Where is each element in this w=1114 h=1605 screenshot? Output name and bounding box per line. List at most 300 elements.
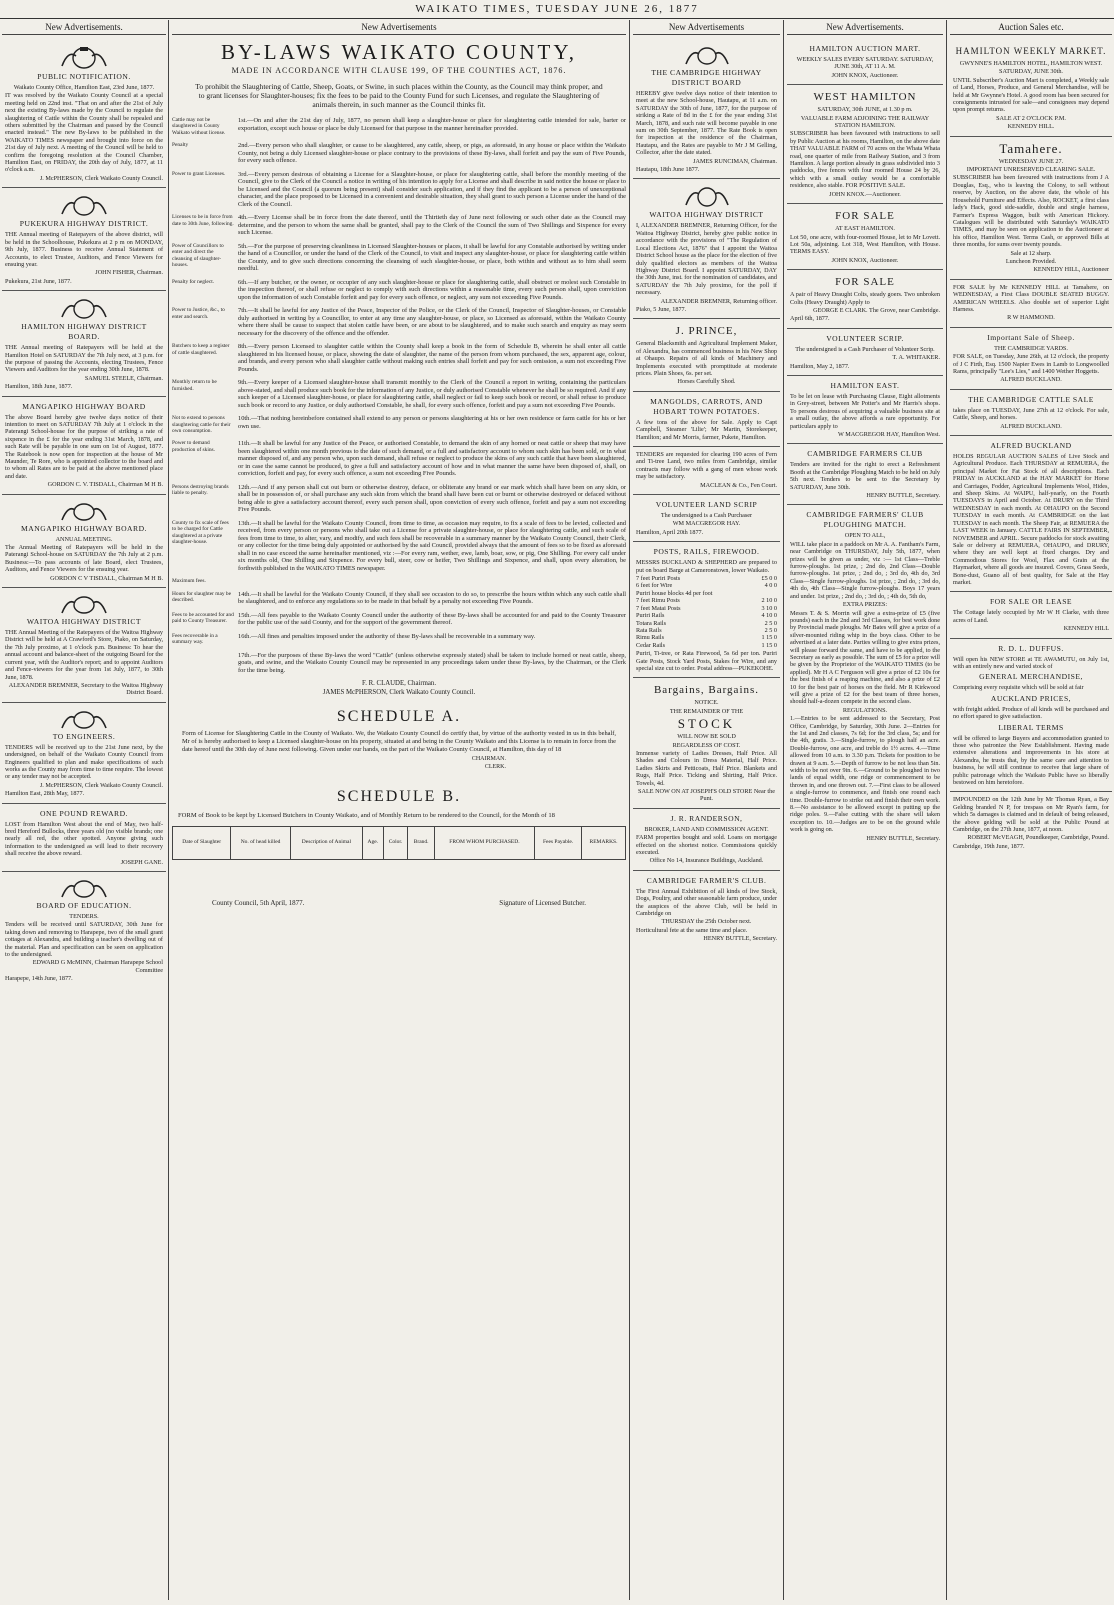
ad-title: POSTS, RAILS, FIREWOOD.	[653, 547, 760, 557]
ad-body: FOR SALE, on Tuesday, June 26th, at 12 o'clock, the property of J C Firth, Esq. 1500 Napier Ewes in Lamb to Longwoolled Rams, principally "Lee's Lies," and 1400 Wether Hoggetts.	[953, 353, 1109, 375]
ad-body: The above Board hereby give twelve days notice of their intention to meet on SATURDAY 7th July at 1 o'clock in the Paterangi School-house for the purpose of striking a rate of sixpence in the £ for the year ending 31st March, 1878, and such Rate will be payable in one sum on 1st of August, 1877. The Ratebook is now open for inspection at the house of Mr Maunder, Te Rore, who is appointed collector to the board and to whom all Rates are to be paid at the above mentioned place and date.	[5, 413, 163, 480]
ad-body: WILL take place in a paddock on Mr A. A. Fantham's Farm, near Cambridge on THURSDAY, July 5th, 1877, when prizes will be given as under, viz :— 1st Class—Treble furrow-ploughs. 1st prize, ; 2nd do, 2nd Class—Double furrow-ploughs. 1st prize, ; 2nd do, ; 3rd do, 4th do, 3rd Class—Single furrow-ploughs. 1st prize, ; 2nd do, ; 3rd do, 4th do, 4th Class—Single furrow-ploughs. Boys 17 years and under. 1st prize, ; 2nd do, ; 3rd do, ; 4th do, 5th do,	[790, 540, 940, 600]
clause-margin-note: Persons destroying brands liable to penalty.	[172, 483, 229, 497]
ad-title: J. PRINCE,	[675, 325, 738, 338]
public-notification-ad	[2, 39, 166, 188]
clause-text: 14th.—It shall be lawful for the Waikato County Council, if they shall see occasion to do so, to prescribe the hours within which any such cattle shall be slaughtered, and to enforce any regulations so to be made in that behalf by a penalty not exceeding Five Pounds.	[238, 590, 626, 606]
column-head: New Advertisements	[633, 20, 780, 35]
ad-signature: JOHN KNOX, Auctioneer.	[831, 71, 899, 79]
ad-date: SATURDAY, JUNE 30th.	[999, 68, 1063, 76]
price-row	[636, 605, 777, 612]
education-ad	[2, 872, 166, 988]
posts-rails-ad	[633, 542, 780, 678]
ad-signature: JOSEPH GANE.	[120, 858, 163, 866]
ad-title: THE CAMBRIDGE CATTLE SALE	[968, 394, 1094, 404]
clause-margin-note: Penalty	[172, 142, 189, 149]
ad-signature: ROBERT McVEAGH, Poundkeeper, Cambridge, Pound.	[967, 834, 1109, 842]
column-head: New Advertisements.	[787, 20, 943, 35]
west-hamilton-ad	[787, 85, 943, 204]
volunteer-scrip-ad	[787, 329, 943, 376]
bylaw-clause	[172, 612, 626, 627]
bylaws-clauses	[172, 117, 626, 674]
item-price: 2 5 0	[764, 619, 777, 627]
ad-date: Cambridge, 19th June, 1877.	[953, 842, 1025, 850]
item-name: Rimu Rails	[636, 634, 665, 642]
bylaw-clause	[172, 142, 626, 165]
clause-text: 17th.—For the purposes of these By-laws the word "Cattle" (unless otherwise expressly stated) shall be taken to include horned or neat cattle, sheep, goats, and swine, and the Waikato County Council may be represented in any proceedings taken under these By-laws, by the Chairman, or the Clerk for the time being.	[238, 651, 626, 674]
bylaws-subtitle: MADE IN ACCORDANCE WITH CLAUSE 199, OF THE COUNTIES ACT, 1876.	[231, 66, 567, 75]
ad-title: MANGAPIKO HIGHWAY BOARD.	[21, 523, 147, 533]
clause-text: 6th.—If any butcher, or the owner, or occupier of any such slaughter-house or place for slaughtering cattle, shall obstruct or molest such Constable in the inspection thereof, or shall refuse or neglect to comply with such directions within a reasonable time, every such person shall, upon conviction upon the information of such Constable forfeit and pay for every such offence, or neglect, any sum not exceeding Five Pounds.	[238, 278, 626, 301]
ad-stock: STOCK	[677, 716, 736, 732]
ad-title: VOLUNTEER LAND SCRIP	[655, 500, 758, 510]
clause-text: 12th.—And if any person shall cut out burn or otherwise destroy, deface, or obliterate any brand or ear mark which shall have been on any skin, or shall be in possession of, or shall purchase any such skin from which the brand shall have been cut or burnt or otherwise destroyed or defaced without being able to give a satisfactory account thereof, every such person shall, upon conviction of every such offence, forfeit and pay a sum not exceeding Five Pounds.	[238, 483, 626, 514]
hamilton-east-ad	[787, 376, 943, 444]
bylaws-intro: To prohibit the Slaughtering of Cattle, Sheep, Goats, or Swine, in such places within the County, as the Council may think proper, and to grant licenses for Slaughter-houses; fix the fees to be paid to the County Fund for such Licenses, and regulate the Slaughtering of animals therein, in such manner as the Council thinks fit.	[195, 82, 603, 109]
buckland-sales-ad	[950, 436, 1112, 592]
ad-signature: J. McPHERSON, Clerk Waikato County Council.	[39, 174, 163, 182]
table-header: FROM WHOM PURCHASED.	[434, 826, 534, 859]
ad-title: BOARD OF EDUCATION.	[36, 901, 132, 910]
ad-subtitle: GWYNNE'S HAMILTON HOTEL, HAMILTON WEST.	[959, 60, 1103, 67]
column-head: New Advertisements.	[2, 20, 166, 35]
column-divider	[783, 20, 784, 1600]
ad-title: CAMBRIDGE FARMER'S CLUB.	[646, 875, 767, 885]
ad-signature: GORDON C V TISDALL, Chairman M H B.	[50, 574, 163, 582]
ad-body: The First Annual Exhibition of all kinds of live Stock, Dogs, Poultry, and other seasonable farm produce, under the auspices of the above Club, will be held in Cambridge on	[636, 887, 777, 918]
ad-body: A few tons of the above for Sale. Apply to Capt Campbell, Steamer 'Lilie'; Mr Martin, Storekeeper, Hamilton; and Mr Morris, farmer, Pukete, Hamilton.	[636, 418, 777, 441]
ad-signature: GEORGE E CLARK. The Grove, near Cambridge.	[813, 306, 940, 314]
mangolds-ad	[633, 392, 780, 447]
ad-title: Tamahere.	[999, 140, 1063, 156]
schedule-b-text: FORM of Book to be kept by Licensed Butchers in County Waikato, and of Monthly Return to be rendered to the Council, for the Month of 18	[178, 811, 555, 819]
ad-footer: Horses Carefully Shod.	[677, 378, 736, 386]
ad-title: FOR SALE	[835, 210, 895, 223]
ad-body: takes place on TUESDAY, June 27th at 12 o'clock. For sale, Cattle, Sheep, and horses.	[953, 406, 1109, 422]
clause-margin-note: County to fix scale of fees to be charged for Cattle slaughtered at a private slaughter-house.	[172, 519, 229, 546]
clause-margin-note: Butchers to keep a register of cattle slaughtered.	[172, 343, 230, 356]
weekly-market-ad	[950, 39, 1112, 137]
pukekura-ad	[2, 188, 166, 291]
ad-line: WILL NOW BE SOLD	[677, 733, 736, 741]
bylaw-clause	[172, 343, 626, 373]
clause-text: 11th.—It shall be lawful for any Justice of the Peace, or authorised Constable, to demand the skin of any horned or neat cattle or sheep that may have been slaughtered within one month previous to the date of such demand, or a full and satisfactory account to whom such skin has been sold, or in what manner disposed of, and any person who, upon such demand, shall refuse or neglect to produce the skins of any such cattle that have been slaughtered, or in case the same cannot be produced, to give a full and satisfactory account of how and in what manner the same have been disposed of, shall, on conviction, forfeit and pay, for every such offence, a sum not exceeding Five Pounds.	[238, 440, 626, 478]
clause-margin-note: Power to demand production of skins.	[172, 440, 215, 453]
ad-body: Lot 50, one acre, with four-roomed House, let to Mr Lovett. Lot 50a, adjoining. Lot 318, West Hamilton, with House. TERMS EASY.	[790, 233, 940, 256]
ad-body: Immense variety of Ladies Dresses, Half Price. All Shades and Colours in Dress Material, Half Price. Ladies Skirts and Petticoats, Half Price. Blankets and Rugs, Half Price. Ticking and Shirting, Half Price. Towels, 4d.	[636, 749, 777, 787]
ad-signature: ALFRED BUCKLAND.	[1000, 422, 1062, 430]
ad-signature: J. McPHERSON, Clerk Waikato County Council.	[39, 781, 163, 789]
ad-title: Important Sale of Sheep.	[987, 332, 1075, 342]
ad-title: WAITOA HIGHWAY DISTRICT	[26, 617, 142, 627]
duffus-store-ad	[950, 639, 1112, 793]
ad-signature: ALEXANDER BREMNER, Returning officer.	[660, 297, 777, 305]
ad-body: Tenders will be received until SATURDAY, 30th June for taking down and removing to Harapepe, two of the small grant cottages at Alexandra, and building a teacher's dwelling out of the material. Plan and specification can be seen on application to the undersigned.	[5, 921, 163, 959]
clause-margin-note: Penalty for neglect.	[172, 278, 215, 285]
ad-body: will be offered to large Buyers and accommodation granted to those who patronize the New Establishment. Having made extensive alterations and improvements in his store at Alexandra, he trusts that, by the same care and attention to business, he will still continue to receive that large share of public patronage which the Waikato Public have so liberally bestowed on him heretofore.	[953, 734, 1109, 787]
ad-title: HAMILTON HIGHWAY DISTRICT BOARD.	[21, 322, 147, 342]
coat-of-arms-icon	[54, 296, 114, 320]
clerk-signature: JAMES McPHERSON, Clerk Waikato County Council.	[322, 688, 476, 696]
clause-margin-note: Licenses to be in force from date to 30th June, following.	[172, 214, 234, 227]
ad-title: ONE POUND REWARD.	[39, 808, 129, 818]
ad-body: LOST from Hamilton West about the end of May, two half-bred Hereford Bullocks, three years old (no visible brands; one nearly all red, the other spotted. Anyone giving such information to the undersigned as will lead to their recovery shall receive the above reward.	[5, 820, 163, 858]
ad-title: HAMILTON AUCTION MART.	[809, 44, 921, 53]
ad-place: Waikato County Office, Hamilton East, 23rd June, 1877.	[13, 84, 155, 91]
ad-title: THE CAMBRIDGE HIGHWAY DISTRICT BOARD	[651, 68, 762, 87]
price-row	[636, 642, 777, 649]
ad-signature: EDWARD G McMINN, Chairman Harapepe School Committee	[32, 959, 163, 974]
ad-title: FOR SALE OR LEASE	[989, 597, 1073, 607]
ad-title: WEST HAMILTON	[813, 91, 917, 104]
ad-date: Hamilton, May 2, 1877.	[790, 362, 850, 370]
ad-subtitle: VALUABLE FARM ADJOINING THE RAILWAY STATION HAMILTON.	[800, 114, 930, 130]
farmers-club-ad	[633, 871, 780, 948]
ad-subtitle: ANNUAL MEETING.	[55, 535, 113, 543]
waitoa-meeting-ad	[2, 588, 166, 703]
ad-body: UNTIL Subscriber's Auction Mart is completed, a Weekly sale of Land, Horses, Produce, and General Merchandise, will be held at Mr Gwynne's Hotel. A good room has been secured for consignments intrusted for sale—and consignees may depend upon prompt returns.	[953, 76, 1109, 114]
ad-footer: Office No 14, Insurance Buildings, Auckland.	[649, 857, 764, 865]
ad-body: The undersigned is a Cash Purchaser	[660, 512, 753, 520]
ad-title: Bargains, Bargains.	[653, 684, 760, 697]
item-name: 6 feet for Wire	[636, 582, 673, 590]
clause-margin-note: Power to grant Licenses.	[172, 170, 226, 177]
ad-signature: ALFRED BUCKLAND.	[1000, 376, 1062, 384]
bargains-ad	[633, 678, 780, 808]
land-scrip-ad	[633, 495, 780, 542]
bylaw-clause	[172, 117, 626, 136]
column-divider	[946, 20, 947, 1600]
schedule-b-table	[172, 826, 626, 860]
ad-title: J. R. RANDERSON,	[670, 813, 743, 823]
ad-body: THE Annual meeting of Ratepayers of the above district, will be held in the Schoolhouse, Pukekura at 2 p m on MONDAY, 9th July, 1877. Business to receive Annual Statement of Accounts, to elect Trustee, Auditors, and Fence Viewers for ensuing year.	[5, 231, 163, 268]
ad-signature: W MACGREGOR HAY, Hamilton West.	[837, 431, 940, 438]
ad-body: TENDERS will be received up to the 21st June next, by the undersigned, on behalf of the Waikato County Council from Engineers qualified to plan and make specifications of such works as the County may from time to time require. The lowest or any tender may not be accepted.	[5, 743, 163, 781]
clause-text: 2nd.—Every person who shall slaughter, or cause to be slaughtered, any cattle, sheep, or pigs, as aforesaid, in any house or place within the Waikato County, not being a duly Licensed slaughter-house or place contrary to the provisions of these By-laws, shall forfeit and pay the sum of Five Pounds, for every such offence.	[238, 142, 626, 165]
ad-subtitle: AT EAST HAMILTON.	[835, 225, 895, 233]
ad-signature: KENNEDY HILL.	[1007, 123, 1055, 131]
column-1	[2, 20, 166, 1600]
cattle-sale-ad	[950, 390, 1112, 436]
regulations-title: REGULATIONS.	[842, 706, 888, 714]
ad-subtitle: OPEN TO ALL,	[844, 532, 886, 540]
for-sale-east-hamilton-ad	[787, 204, 943, 270]
ad-signature: MACLEAN & Co., Fen Court.	[700, 481, 777, 489]
ad-notice: NOTICE.	[694, 699, 719, 707]
item-name: Rata Rails	[636, 626, 662, 634]
ad-title: HAMILTON WEEKLY MARKET.	[955, 46, 1107, 56]
clause-text: 7th.—It shall be lawful for any Justice of the Peace, Inspector of the Police, or the Clerk of the Council, Inspector of Slaughter-houses, or Constable duly authorised in writing by a Councillor, to enter at any time any slaughter-house, or place, so Licensed as aforesaid, within the Waikato County where there shall be cause to suspect that stolen cattle have been, or are about to be slaughtered, and to make such search and enquiry as may seem necessary for the discovery of the offence and the offender.	[238, 307, 626, 337]
ad-footer: Puriri, Ti-tree, or Rata Firewood, 5s 6d per ton. Puriri Gate Posts, Stock Yard Posts, Stakes for Wire, and any special size cut to order. Postal address—PUKEKOHE.	[636, 650, 777, 672]
ad-body: WEEKLY SALES EVERY SATURDAY. SATURDAY, JUNE 30th, AT 11 A. M.	[796, 56, 934, 71]
ad-body: Will open his NEW STORE at TE AWAMUTU, on July 1st, with an entirely new and varied stock of	[953, 655, 1109, 670]
ad-title: MANGOLDS, CARROTS, AND HOBART TOWN POTATOES.	[650, 396, 763, 416]
price-row	[636, 612, 777, 619]
bylaw-clause	[172, 307, 626, 337]
ad-body: TENDERS are requested for clearing 190 acres of Fern and Ti-tree Land, two miles from Cambridge, similar contracts may follow with a gang of men whose work may be satisfactory.	[636, 451, 777, 481]
ad-signature: JOHN KNOX, Auctioneer.	[831, 256, 899, 264]
ad-signature: JAMES RUNCIMAN, Chairman.	[693, 157, 777, 165]
ad-title: PUKEKURA HIGHWAY DISTRICT.	[19, 219, 149, 229]
schedule-a-chairman: CHAIRMAN.	[471, 755, 506, 762]
clause-margin-note: Cattle may not be slaughtered in County Waikato without license.	[172, 117, 226, 136]
clause-text: 3rd.—Every person desirous of obtaining a License for a Slaughter-house, or place for slaughtering cattle, shall before the monthly meeting of the Council, give to the Clerk of the Council a notice in writing of his intention to apply for a License and shall describe in said notice the house or place to be Licensed and the Council (a quorum being present) shall consider such application, and if they find the applicant to be a person of unexceptional character, and the place proposed to be Licensed in a convenient and desirable situation, they shall grant to such person a License under the hand of the Clerk of the Council.	[238, 170, 626, 208]
item-price: 4 0 0	[764, 582, 777, 590]
ad-date: April 6th, 1877.	[790, 315, 830, 323]
clause-margin-note: Power of Councillors to enter and direct the cleansing of slaughter-houses.	[172, 242, 224, 268]
price-list	[636, 575, 777, 649]
cambridge-highway-ad	[633, 39, 780, 179]
ad-date: Hamilton, 18th June, 1877.	[5, 383, 73, 391]
schedule-a-text: Form of License for Slaughtering Cattle in the County of Waikato. We, the Waikato County Council do certify that, by virtue of the authority vested in us in this behalf, Mr of is hereby authorised to keep a Licensed slaughter-house on his property, situated at and being in the County Waikato and this License is to remain in force from the date hereof until the 30th day of June next following. Given under our hands, on the part of the Waikato County Council, at Hamilton, this day of 18	[182, 729, 616, 753]
ad-body: A pair of Heavy Draught Colts, steady goers. Two unbroken Colts (Heavy Draught) Apply to	[790, 291, 940, 306]
item-name: Puriri Rails	[636, 612, 665, 620]
item-name: Puriri house blocks 4d per foot	[636, 589, 713, 597]
sale-or-lease-ad	[950, 592, 1112, 638]
ad-title: PUBLIC NOTIFICATION.	[37, 72, 131, 81]
ad-subtitle: IMPORTANT UNRESERVED CLEARING SALE.	[966, 166, 1096, 174]
coat-of-arms-icon	[54, 877, 114, 899]
column-head: New Advertisements	[172, 20, 626, 35]
chairman-signature: F. R. CLAUDE, Chairman.	[361, 680, 437, 688]
ad-body: HEREBY give twelve days notice of their intention to meet at the new School-house, Hautapu, at 11 a.m. on SATURDAY the 30th of June, 1877, for the purpose of striking a Rate of 8d in the £ for the year ending 31st March, 1878, and such rate will become payable in one sum on 30th September, 1877. The Rate Book is open for inspection at the residence of the Chairman, Hautapu, and the Rates are payable to Mr J M Gelling, Collector, after the date stated.	[636, 90, 777, 157]
clause-margin-note: Power to Justice, &c., to enter and search.	[172, 307, 225, 320]
waitoa-election-ad	[633, 179, 780, 319]
ad-body: HOLDS REGULAR AUCTION SALES of Live Stock and Agricultural Produce. Each THURSDAY at REMUERA, the principal Market for Fat Stock of all descriptions. Each FRIDAY in AUCKLAND at the HAY MARKET for Horse and Carriages, Fodder, Agricultural Implements Wool, Hides, and Sheep Skins. At WAIPU, half-yearly, on the Fourth TUESDAYS in April and October. At DRURY on the Third WEDNESDAY in each month. At OHAUPO on the Second TUESDAY in each month. At CAMBRIDGE on the last TUESDAY in each month. The Sheep Fair, at REMUERA the LAST WEEK in January. CATTLE FAIRS IN SEPTEMBER, NOVEMBER and APRIL. Secure paddocks for stock awaiting Sale or delivery at REMUERA, OHAUPO, and DRURY, where they are well kept at fixed charges. Dry and Commodious Stores for Wool, Flax and Grain at the Haymarket, where all goods are insured. Covers, Grass Seeds, Bone-dust, Guano all of best quality, for Sale at the Hay market.	[953, 453, 1109, 586]
ad-signature: R W HAMMOND.	[1007, 314, 1055, 322]
bylaw-clause	[172, 171, 626, 209]
ad-date: Piako, 5 June, 1877.	[636, 305, 687, 313]
ad-line: THE REMAINDER OF THE	[669, 707, 744, 715]
coat-of-arms-icon	[54, 708, 114, 730]
bylaws-title: BY-LAWS WAIKATO COUNTY,	[220, 40, 578, 64]
engineers-ad	[2, 703, 166, 804]
auction-mart-ad	[787, 39, 943, 85]
price-row	[636, 627, 777, 634]
buggy-sale-ad	[950, 280, 1112, 328]
item-price: 3 10 0	[761, 604, 777, 612]
ad-body: Comprising every requisite which will be sold at fair	[953, 684, 1084, 692]
bylaw-clause	[172, 379, 626, 409]
clause-text: 5th.—For the purpose of preserving cleanliness in Licensed Slaughter-houses or places, it shall be lawful for any Constable authorised by writing under the hand of a Councillor, or under the hand of the Clerk of the Council, to visit and inspect any slaughter-house, or place for slaughtering cattle within the County, and to give such directions concerning the cleansing of such slaughter-house, or place, both within and without as to him shall seem needful.	[238, 242, 626, 273]
ad-subtitle: TENDERS.	[69, 913, 99, 920]
ad-signature: GORDON C. V. TISDALL, Chairman M H B.	[47, 481, 163, 489]
ad-title: VOLUNTEER SCRIP.	[826, 333, 904, 343]
clause-text	[238, 578, 626, 584]
ad-date: Harapepe, 14th June, 1877.	[5, 975, 73, 983]
extra-prizes-title: EXTRA PRIZES:	[842, 601, 888, 609]
ad-title: FOR SALE	[835, 276, 895, 289]
ad-body: The Cottage lately occupied by Mr W H Clarke, with three acres of Land.	[953, 609, 1109, 624]
bylaw-clause	[172, 520, 626, 573]
reward-ad	[2, 804, 166, 872]
ad-heading: LIBERAL TERMS	[998, 722, 1064, 732]
item-price: £5 0 0	[761, 575, 777, 583]
ad-signature: SAMUEL STEELE, Chairman.	[84, 374, 163, 382]
schedule-a-clerk: CLERK.	[484, 764, 506, 771]
bylaw-clause	[172, 652, 626, 675]
coat-of-arms-icon	[54, 593, 114, 615]
price-row	[636, 575, 777, 582]
ad-subtitle: THE CAMBRIDGE YARDS.	[994, 344, 1068, 352]
impounded-ad	[950, 792, 1112, 855]
bylaw-clause	[172, 440, 626, 478]
ad-title: R. D. L. DUFFUS.	[998, 643, 1064, 653]
clause-margin-note: Fees recoverable in a summary way.	[172, 632, 218, 646]
ad-subtitle: BROKER, LAND AND COMMISSION AGENT.	[644, 825, 769, 833]
schedule-b-title: SCHEDULE B.	[336, 787, 462, 805]
ad-body: I, ALEXANDER BREMNER, Returning Officer, for the Waitoa Highway District, hereby give public notice in accordance with the provisions of "The Regulation of Local Elections Act, 1876" that I appoint the Waitoa District School house as the place for the election of five duly qualified electors as members of the Waitoa Highway District Board. I appoint SATURDAY, DAY the 30th June, inst. for the nomination of candidates, and SATURDAY the 7th July proximo, for the poll if necessary.	[636, 222, 777, 297]
clause-text: 13th.—It shall be lawful for the Waikato County Council, from time to time, as occasion may require, to fix a scale of fees to be levied, collected and received, from every person or persons who shall take out a License for a private slaughter-house, or place for slaughtering cattle, and such scale of fees from time to time, to alter, vary, and modify, and such fees shall be recoverable in a summary manner by the Waikato County Council, their Clerk, or any collector for the time being duly appointed or authorised by the said Council, provided always that the amount of fees so to be fixed as aforesaid shall in no case exceed the same hereinafter mentioned, viz :—For every ram, wether, ewe, lamb, boar, sow, or pig, One Shilling. For every calf under six months old, One Shilling and Sixpence. For every bull, steer, cow or heifer, Two Shillings and Sixpence, and shall, upon every alteration, be forthwith published in the WAIKATO TIMES newspaper.	[238, 519, 626, 572]
item-price: 4 10 0	[761, 612, 777, 620]
ad-signature: HENRY BUTTLE, Secretary.	[866, 834, 940, 842]
ad-signature: KENNEDY HILL	[1063, 625, 1109, 633]
column-head: Auction Sales etc.	[950, 20, 1112, 35]
column-divider	[168, 20, 169, 1600]
price-row	[636, 597, 777, 604]
ad-footer: Horticultural fete at the same time and place.	[636, 926, 748, 934]
price-row	[636, 620, 777, 627]
bylaw-clause	[172, 484, 626, 514]
ad-title: CAMBRIDGE FARMERS CLUB	[807, 449, 923, 459]
clause-text: 16th.—All fines and penalties imposed under the authority of these By-laws shall be recoverable in a summary way.	[238, 632, 536, 640]
table-header: No. of head killed	[231, 826, 291, 859]
prince-blacksmith-ad	[633, 319, 780, 391]
ad-body: General Blacksmith and Agricultural Implement Maker, of Alexandra, has commenced business in his New Shop at Ohaupo. Repairs of all kinds of Machinery and Implements executed with promptitude at moderate prices. Plain Shoes, 6s. per set.	[636, 340, 777, 377]
item-name: 7 feet Puriri Posts	[636, 575, 681, 583]
ad-body: To be let on lease with Purchasing Clause, Eight allotments in Grey-street, between Mr Potter's and Mr Harris's shops. To persons desirous of acquiring a valuable business site at a small outlay, the above affords a rare opportunity. For particulars apply to	[790, 392, 940, 430]
clause-margin-note: Hours for slaughter may be described.	[172, 590, 231, 604]
price-row	[636, 590, 777, 597]
item-name: Totara Rails	[636, 619, 666, 627]
item-name: 7 feet Rimu Posts	[636, 597, 680, 605]
item-price: 1 15 0	[761, 641, 777, 649]
ad-body: with freight added. Produce of all kinds will be purchased and no effort spared to give satisfaction.	[953, 705, 1109, 721]
masthead-rule	[0, 18, 1114, 19]
ad-date: Hautapu, 18th June 1877.	[636, 166, 700, 174]
table-header: REMARKS.	[582, 826, 626, 859]
bylaw-clause	[172, 633, 626, 646]
ad-title: ALFRED BUCKLAND	[990, 441, 1072, 451]
coat-of-arms-icon	[54, 44, 114, 70]
bylaw-clause	[172, 243, 626, 273]
regulations: 1.—Entries to be sent addressed to the Secretary, Post Office, Cambridge, by Saturday, 30th June. 2—Entries for the 1st and 2nd classes, 7s 6d; for the 3rd class, 5s; and for the 4th, gratis. 3.—Single-furrow, to plough half an acre. Double-furrow, one acre, and treble do 1½ acres. 4.—Time allowed from 10 a.m. to 3.30 p.m. Tickets for position to be drawn at 9 a.m. 5.—Depth of furrow to be not less than 5in. width to be not over 9in. 6.—Ground to be ploughed in two lands of equal width, one ridge or commencement to be thrown in, and one thrown out. 7.—First class to be allowed a single-furrow to commence, and finish one round each time. Double-furrow to strike out and finish their own work. 8.—No assistance to be allowed except in putting up the ridge poles. 9.—False cutting with the share will taken exception to. 10.—Judges are to be on the ground while work is going on.	[790, 715, 940, 834]
ad-body: The undersigned is a Cash Purchaser of Volunteer Scrip.	[795, 345, 935, 353]
ad-time: Sale at 12 sharp.	[1010, 249, 1052, 257]
item-price: 1 15 0	[761, 634, 777, 642]
column-divider	[629, 20, 630, 1600]
ad-time: SALE AT 2 O'CLOCK P.M.	[996, 114, 1066, 122]
ad-signature: ALEXANDER BREMNER, Secretary to the Waitoa Highway District Board.	[8, 681, 163, 697]
bylaws-column	[172, 20, 626, 1600]
bylaw-clause	[172, 415, 626, 434]
ad-signature: WM MACGREGOR HAY.	[672, 520, 741, 528]
coat-of-arms-icon	[54, 500, 114, 522]
clause-margin-note	[172, 652, 238, 675]
ad-title: TO ENGINEERS.	[52, 731, 116, 741]
hamilton-highway-ad	[2, 291, 166, 396]
ad-date: Pukekura, 21st June, 1877.	[5, 277, 72, 285]
ad-body: THE Annual Meeting of the Ratepayers of the Waitoa Highway District will be held at A Crawford's Store, Piako, on Saturday, the 7th July proximo, at 1 o'clock p.m. Business: To hear the annual account and balance-sheet of the outgoing Board for the current year, with the Auditor's report; and to appoint Auditors and Fence-viewers for the year from 1st July, 1877, to 30th June, 1878.	[5, 629, 163, 681]
ad-heading: AUCKLAND PRICES,	[990, 693, 1072, 703]
ad-footer: SALE NOW ON AT JOSEPH'S OLD STORE Near the Punt.	[638, 788, 775, 803]
randerson-ad	[633, 809, 780, 871]
ad-body: SUBSCRIBER has been favoured with instructions to sell by Public Auction at his rooms, Hamilton, on the above date THAT VALUABLE FARM of 70 acres on the Whata Whata road, one quarter of mile from Railway Station, and 3 from Hamilton. A large portion already in grass subdivided into 3 paddocks, five fences with four roomed House 24 by 26, which with a small outlay would be a comfortable residence, also stable. FOR POSITIVE SALE.	[790, 130, 940, 190]
bylaw-clause	[172, 578, 626, 584]
cambridge-farmers-club-ad	[787, 444, 943, 505]
ad-date: Hamilton, April 20th 1877.	[636, 528, 704, 536]
table-header: Description of Animal	[290, 826, 362, 859]
ad-signature: HENRY BUTTLE, Secretary.	[866, 492, 940, 500]
item-price: 2 10 0	[761, 597, 777, 605]
clause-text: 10th.—That nothing hereinbefore contained shall extend to any person or persons slaughtering at his or her own residence or farm cattle for his or her own use.	[238, 415, 626, 430]
bylaw-clause	[172, 279, 626, 302]
column-4	[787, 20, 943, 1600]
masthead: WAIKATO TIMES, TUESDAY JUNE 26, 1877	[415, 3, 699, 15]
ad-body: IT was resolved by the Waikato County Council at a special meeting held on 22nd inst. "That on and after the 21st of July next the existing By-laws made by the Council to regulate the slaughtering of Cattle within the County shall be repealed and others submitted by the Chairman and passed by the Council enacted instead." The new By-laws to be published in the WAIKATO TIMES newspaper and brought into force on the 21st day of July next. A meeting of the Council will be held to confirm the foregoing resolution at the Council Chamber, Hamilton East, on FRIDAY, the 20th day of July, 1877, at 11 o'clock a.m.	[5, 92, 163, 174]
ad-signature: KENNEDY HILL, Auctioneer	[1033, 266, 1109, 274]
ad-heading: GENERAL MERCHANDISE,	[979, 672, 1083, 682]
item-name: Cedar Rails	[636, 641, 666, 649]
clause-margin-note: Maximum fees.	[172, 578, 206, 585]
ad-date: THURSDAY the 25th October next.	[661, 918, 752, 926]
ad-title: WAITOA HIGHWAY DISTRICT	[649, 210, 764, 220]
table-header: Brand.	[408, 826, 434, 859]
coat-of-arms-icon	[679, 44, 735, 66]
ad-body: Tenders are invited for the right to erect a Refreshment Booth at the Cambridge Ploughing Match to be held on July 5th next. Tenders to be sent to the Secretary by SATURDAY, June 30th.	[790, 461, 940, 491]
ad-date: WEDNESDAY JUNE 27.	[998, 157, 1064, 165]
bylaws-footer-date: County Council, 5th April, 1877.	[212, 898, 305, 907]
tamahere-sale-ad	[950, 137, 1112, 280]
ad-signature: HENRY BUTTLE, Secretary.	[703, 935, 777, 943]
ad-title: HAMILTON EAST.	[830, 380, 900, 390]
ad-body: IMPOUNDED on the 12th June by Mr Thomas Ryan, a Bay Gelding branded N P, for trespass on Mr Ryan's farm, for which 5s damages is claimed and in default of being released, the above gelding will be sold at the Public Pound at Cambridge, on the 27th June, 1877, at noon.	[953, 796, 1109, 834]
ad-line: REGARDLESS OF COST.	[672, 741, 741, 749]
bylaw-clause	[172, 591, 626, 606]
clause-margin-note: Fees to be accounted for and paid to County Treasurer.	[172, 611, 234, 625]
clause-text: 9th.—Every keeper of a Licensed slaughter-house shall transmit monthly to the Clerk of the Council a report in writing, containing the particulars above-stated, and shall produce such book for the information of any Justice, or duly authorised Constable whenever he shall be so required. And if any such keeper of a Licensed slaughter-house, or place for slaughtering cattle, shall neglect or fail to keep such book or record, or shall refuse to produce such book or record to any Justice, or duly authorised Constable, he shall, for every such offence, forfeit and pay a sum not exceeding Five Pounds.	[238, 379, 626, 409]
clause-text: 8th.—Every person Licensed to slaughter cattle within the County shall keep a book in the form of Schedule B, wherein he shall enter all cattle slaughtered in his licensed house, or place, showing the date of slaughter, the name of the person from whom purchased, the sex, apparent age, colour, and brands, and every person who shall slaughter cattle without making such entries shall forfeit and pay for such omission, a sum not exceeding Five Pounds.	[238, 343, 626, 373]
column-3	[633, 20, 780, 1600]
ad-date: Hamilton East, 28th May, 1877.	[5, 790, 85, 798]
tenders-ad	[633, 447, 780, 495]
clause-margin-note: Monthly return to be furnished.	[172, 379, 217, 392]
coat-of-arms-icon	[679, 184, 735, 208]
sheep-sale-ad	[950, 328, 1112, 390]
schedule-a-title: SCHEDULE A.	[336, 707, 462, 725]
price-row	[636, 582, 777, 589]
ad-body: SUBSCRIBER has been favoured with instructions from J A Douglas, Esq., who is leaving the Colony, to sell without reserve, by Auction, on the above date, the whole of his Household Furniture and Effects. Also, ROCKET, a first class lady's Hack, good side-saddle, double and single harness, Farmer's Express Waggon, built with American Hickory. Catalogues will be distributed with Saturday's WAIKATO TIMES, and may be seen on application to the Auctioneer at his office, Hamilton West. Terms Cash, or approved Bills at three months, for sums over twenty pounds.	[953, 174, 1109, 249]
price-row	[636, 634, 777, 641]
mangapiko-meeting-ad	[2, 495, 166, 588]
coat-of-arms-icon	[54, 193, 114, 217]
clause-margin-note: Not to extend to persons slaughtering cattle for their own consumption.	[172, 415, 231, 435]
ad-date: SATURDAY, 30th JUNE, at 1.30 p m.	[817, 106, 913, 114]
bylaws-footer-signature: Signature of Licensed Butcher.	[499, 898, 586, 907]
ad-lunch: Luncheon Provided.	[1005, 257, 1057, 265]
bylaw-clause	[172, 214, 626, 237]
ad-body: The Annual Meeting of Ratepayers will be held in the Paterangi School-house on SATURDAY the 7th July at 2 p.m. Business:—To pass accounts of late Board, elect Trustees, Auditors, and Fence Viewers for the ensuing year.	[5, 544, 163, 574]
column-5	[950, 20, 1112, 1600]
clause-text: 15th.—All fees payable to the Waikato County Council under the authority of these By-laws shall be accounted for and paid to the County Treasurer for the public use of the said County, and for the support of the government thereof.	[238, 611, 626, 627]
for-sale-colts-ad	[787, 270, 943, 329]
item-name: 7 feet Matai Posts	[636, 604, 681, 612]
ad-body: THE Annual meeting of Ratepayers will be held at the Hamilton Hotel on SATURDAY the 7th July next, at 3 p.m. for the purpose of passing the Accounts, electing Trustees, Fence Viewers and Auditors for the year ending 30th June, 1878.	[5, 344, 163, 374]
ad-title: CAMBRIDGE FARMERS' CLUB PLOUGHING MATCH.	[806, 510, 924, 530]
table-header: Date of Slaughter	[173, 826, 231, 859]
clause-text: 1st.—On and after the 21st day of July, 1877, no person shall keep a slaughter-house or place for slaughtering cattle intended for sale, barter or exportation, except such house or place be duly Licensed for that purpose in the manner hereinafter provided.	[238, 117, 626, 132]
clause-text: 4th.—Every License shall be in force from the date thereof, until the Thirtieth day of June next following or such other date as the Council may determine, and the person to whom the same shall be granted, shall pay to the Clerk of the Council the sum of Two Shillings and Sixpence for every such License.	[238, 214, 626, 237]
